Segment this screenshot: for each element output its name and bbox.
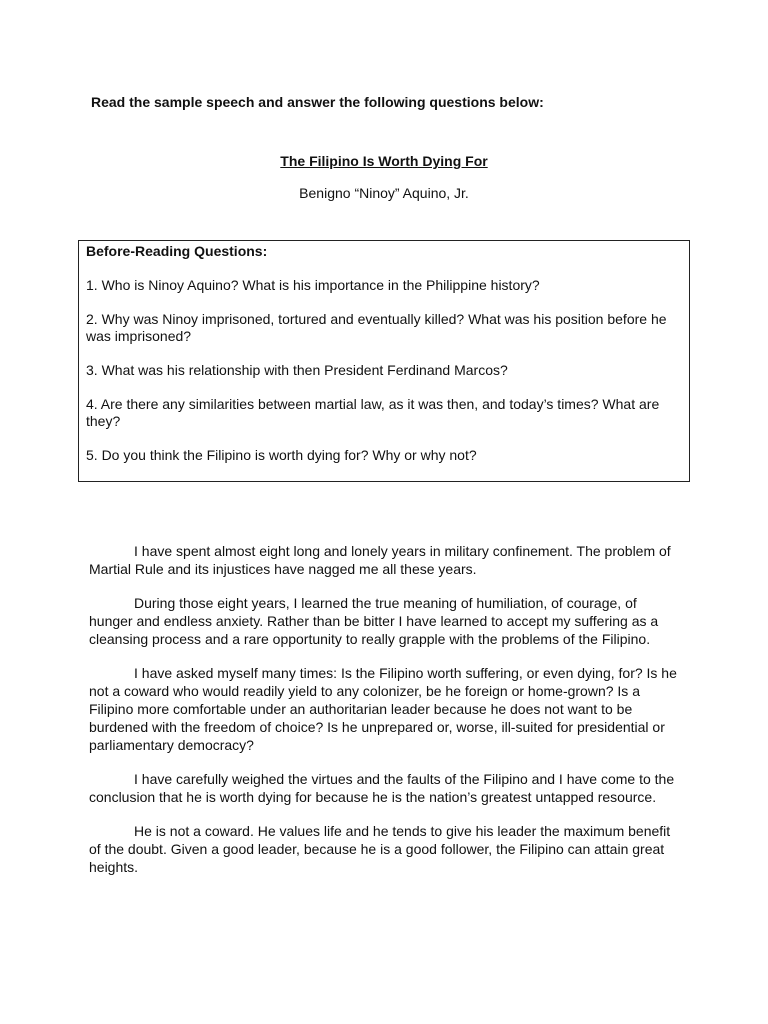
speech-paragraph: He is not a coward. He values life and he tends to give his leader the maximum benefit of the doubt. Given a good leader, because he is a good follower, the Filipino can attain great heights. — [89, 823, 671, 875]
speech-paragraph: I have asked myself many times: Is the Filipino worth suffering, or even dying, for? Is he not a coward who would readily yield to any colonizer, be he foreign or home-grown? Is a Filipino more comfortable under an authoritarian leader because he does not want to be burdened with the freedom of choice? Is he unprepared or, worse, ill-suited for presidential or parliamentary democracy? — [89, 665, 677, 753]
speech-paragraph: During those eight years, I learned the true meaning of humiliation, of courage, of hunger and endless anxiety. Rather than be bitter I have learned to accept my suffering as a cleansing process and a rare opportunity to really grapple with the problems of the Filipino. — [89, 595, 659, 647]
question-item: 3. What was his relationship with then President Ferdinand Marcos? — [86, 362, 508, 378]
speech-title: The Filipino Is Worth Dying For — [280, 153, 488, 169]
question-item: 1. Who is Ninoy Aquino? What is his importance in the Philippine history? — [86, 277, 540, 293]
question-item: 2. Why was Ninoy imprisoned, tortured and eventually killed? What was his position before he was imprisoned? — [86, 311, 667, 344]
question-item: 4. Are there any similarities between martial law, as it was then, and today’s times? What are they? — [86, 396, 660, 429]
instruction-text: Read the sample speech and answer the following questions below: — [91, 94, 544, 110]
question-item: 5. Do you think the Filipino is worth dying for? Why or why not? — [86, 447, 477, 463]
before-reading-questions-box — [78, 240, 690, 482]
speech-body — [89, 542, 679, 892]
speech-paragraph: I have spent almost eight long and lonely years in military confinement. The problem of Martial Rule and its injustices have nagged me all these years. — [89, 543, 671, 577]
speech-author: Benigno “Ninoy” Aquino, Jr. — [299, 185, 469, 201]
speech-paragraph: I have carefully weighed the virtues and the faults of the Filipino and I have come to the conclusion that he is worth dying for because he is the nation’s greatest untapped resource. — [89, 771, 675, 805]
questions-heading: Before-Reading Questions: — [86, 243, 268, 259]
